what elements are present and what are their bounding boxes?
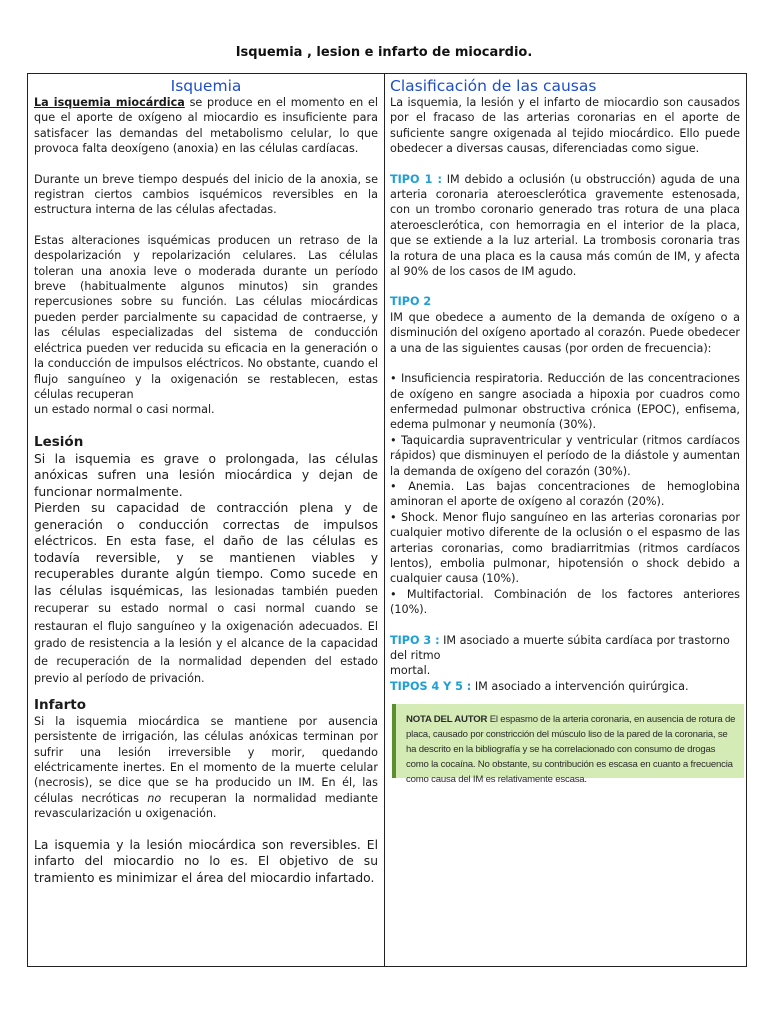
bullet-item: • Shock. Menor flujo sanguíneo en las arterias coronarias por cualquier motivo diferente de la oclusión o el espasmo de las arterias coronarias, como bradiarritmias (ritmos cardíacos lentos), embolia pulmonar, hipotensión o shock debido a cualquier causa (10%). bbox=[390, 510, 740, 586]
tipo-4-5 bbox=[390, 679, 740, 694]
bullet-item: • Taquicardia supraventricular y ventricular (ritmos cardíacos rápidos) que disminuyen el período de la diástole y aumentan la demanda de oxígeno del corazón (30%). bbox=[390, 433, 740, 478]
tipo-3-tail: mortal. bbox=[390, 664, 431, 678]
lesion-para-2 bbox=[34, 500, 378, 688]
author-note-text: El espasmo de la arteria coronaria, en ausencia de rotura de placa, causado por constricción del músculo liso de la pared de la coronaria, se ha descrito en la bibliografía y se ha correlacionado con consumo de drogas como la cocaína. No obstante, su contribución es escasa en cuanto a frecuencia como causa del IM es relativamente escasa. bbox=[406, 714, 736, 786]
infarto-text-a: Si la isquemia miocárdica se mantiene por ausencia persistente de irrigación, las células anóxicas terminan por sufrir una lesión irreversible y morir, quedando eléctricamente inertes. En el momento de la muerte celular (necrosis), se dice que se ha producido un IM. En él, las células necróticas bbox=[34, 714, 378, 805]
infarto-heading: Infarto bbox=[34, 696, 87, 713]
left-column bbox=[28, 74, 385, 966]
isquemia-intro-text: se produce en el momento en el que el aporte de oxígeno al miocardio es insuficiente para satisfacer las demandas del metabolismo celular, lo que provoca falta deoxígeno (anoxia) en las células cardíacas. bbox=[34, 96, 378, 156]
lesion-para-1: Si la isquemia es grave o prolongada, las células anóxicas sufren una lesión miocárdica y dejan de funcionar normalmente. bbox=[34, 451, 378, 499]
tipo-1-text: IM debido a oclusión (u obstrucción) aguda de una arteria coronaria ateroesclerótica gravemente estenosada, con un trombo coronario generado tras rotura de una placa ateroesclerótica, con hemorragia en el interior de la placa, que se extiende a la luz arterial. La trombosis coronaria tras la rotura de una placa es la causa más común de IM, y afecta al 90% de los casos de IM agudo. bbox=[390, 172, 740, 279]
document-title: Isquemia , lesion e infarto de miocardio. bbox=[235, 45, 533, 60]
isquemia-heading: Isquemia bbox=[170, 77, 242, 95]
infarto-emphasis: no bbox=[147, 791, 162, 805]
author-note-label: NOTA DEL AUTOR bbox=[406, 714, 488, 726]
lesion-para-2b: las lesionadas también pueden recuperar su estado normal o casi normal cuando se restauran el flujo sanguíneo y la oxigenación adecuados. El grado de resistencia a la lesión y el alcance de la capacidad de recuperación de la normalidad dependen del estado previo al período de privación. bbox=[34, 584, 378, 686]
isquemia-para-3: Estas alteraciones isquémicas producen un retraso de la despolarización y repolarización celulares. Las células toleran una anoxia leve o moderada durante un período breve (habitualmente algunos minutos) sin grandes repercusiones sobre su función. Las células miocárdicas pueden perder parcialmente su capacidad de contraerse, y las células especializadas del sistema de conducción eléctrica pueden ver reducida su eficacia en la generación o la conducción de impulsos eléctricos. No obstante, cuando el flujo sanguíneo y la oxigenación se restablecen, estas células recuperan bbox=[34, 233, 378, 401]
bullet-item: • Anemia. Las bajas concentraciones de hemoglobina aminoran el aporte de oxígeno al corazón (20%). bbox=[390, 479, 740, 509]
tipo-1-label: TIPO 1 : bbox=[390, 172, 442, 186]
tipo-4-5-label: TIPOS 4 Y 5 : bbox=[390, 679, 472, 693]
causas-heading: Clasificación de las causas bbox=[390, 77, 597, 95]
tipo-2-label: TIPO 2 bbox=[390, 295, 432, 309]
content-table bbox=[27, 73, 747, 967]
bullet-item: • Insuficiencia respiratoria. Reducción de las concentraciones de oxígeno en sangre asociada a hipoxia por cuadros como enfermedad pulmonar obstructiva crónica (EPOC), enfisema, edema pulmonar y neumonía (30%). bbox=[390, 372, 740, 432]
lesion-para-2a: Pierden su capacidad de contracción plena y de generación o conducción correctas de impulsos eléctricos. En esta fase, el daño de las células es todavía reversible, y se mantienen viables y recuperables durante algún tiempo. Como sucede en las células isquémicas, bbox=[34, 501, 378, 598]
tipo-1 bbox=[390, 172, 740, 280]
tipo-3 bbox=[390, 633, 740, 664]
tipo-3-text: IM asociado a muerte súbita cardíaca por trastorno del ritmo bbox=[390, 633, 730, 662]
tipo-3-label: TIPO 3 : bbox=[390, 633, 440, 647]
author-note-box bbox=[392, 704, 744, 786]
lesion-heading: Lesión bbox=[34, 433, 84, 450]
tipo-2-text: IM que obedece a aumento de la demanda de oxígeno o a disminución del oxígeno aportado al corazón. Puede obedecer a una de las siguientes causas (por orden de frecuencia): bbox=[390, 310, 740, 355]
tipo-4-5-text: IM asociado a intervención quirúrgica. bbox=[471, 679, 689, 693]
isquemia-para-3-tail: un estado normal o casi normal. bbox=[34, 403, 215, 417]
causas-intro: La isquemia, la lesión y el infarto de miocardio son causados por el fracaso de las arterias coronarias en el aporte de suficiente sangre oxigenada al tejido miocárdico. Ello puede obedecer a diversas causas, diferenciadas como sigue. bbox=[390, 96, 740, 156]
bullet-item: • Multifactorial. Combinación de los factores anteriores (10%). bbox=[390, 587, 740, 617]
isquemia-intro bbox=[34, 95, 378, 157]
infarto-para bbox=[34, 714, 378, 822]
right-column bbox=[385, 74, 746, 966]
author-note bbox=[406, 712, 736, 787]
infarto-text-b: recuperan la normalidad mediante revascularización u oxigenación. bbox=[34, 791, 378, 821]
isquemia-para-2: Durante un breve tiempo después del inicio de la anoxia, se registran ciertos cambios isquémicos reversibles en la estructura interna de las células afectadas. bbox=[34, 172, 378, 217]
closing-para: La isquemia y la lesión miocárdica son reversibles. El infarto del miocardio no lo es. El objetivo de su tramiento es minimizar el área del miocardio infartado. bbox=[34, 837, 378, 885]
isquemia-term: La isquemia miocárdica bbox=[34, 96, 185, 109]
